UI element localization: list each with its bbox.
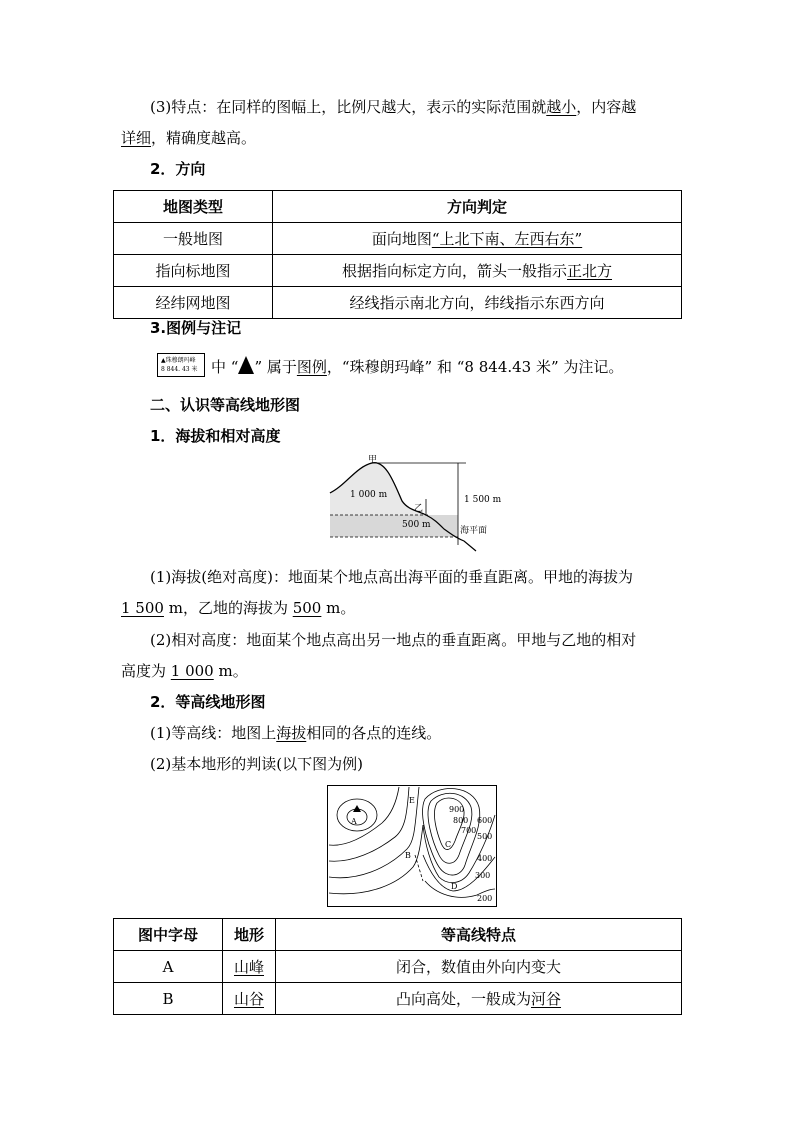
contour-label-200: 200 bbox=[477, 894, 493, 903]
label-1000m: 1 000 m bbox=[350, 490, 388, 500]
header-cell: 等高线特点 bbox=[276, 919, 682, 951]
scale-feature-line2 bbox=[121, 128, 256, 148]
contour-label-900: 900 bbox=[449, 805, 465, 814]
shaded-band bbox=[330, 515, 458, 537]
relative-height-line1: (2)相对高度：地面某个地点高出另一地点的垂直距离。甲地与乙地的相对 bbox=[150, 631, 637, 649]
table-header-row bbox=[114, 191, 682, 223]
altitude-def-line2 bbox=[121, 598, 355, 618]
text: 凸向高处，一般成为 bbox=[395, 990, 531, 1008]
label-500m: 500 m bbox=[402, 520, 431, 530]
label-E: E bbox=[409, 796, 415, 805]
table-header-row bbox=[114, 919, 682, 951]
text: 根据指向标定方向，箭头一般指示 bbox=[341, 262, 567, 280]
contour-label-700: 700 bbox=[461, 826, 477, 835]
text: 相同的各点的连线。 bbox=[306, 724, 442, 742]
cell-type: 一般地图 bbox=[114, 223, 273, 255]
text: m。 bbox=[321, 599, 356, 617]
answer: 正北方 bbox=[567, 262, 613, 280]
table-row bbox=[114, 223, 682, 255]
text: (3)特点：在同样的图幅上，比例尺越大，表示的实际范围就 bbox=[150, 98, 547, 116]
terrain-reading: (2)基本地形的判读(以下图为例) bbox=[150, 755, 363, 773]
cell-terrain bbox=[223, 951, 276, 983]
contour-def bbox=[150, 723, 441, 743]
altitude-diagram bbox=[326, 455, 502, 555]
contour-label-500: 500 bbox=[477, 832, 493, 841]
relative-height-line2 bbox=[121, 661, 248, 681]
answer-detailed: 详细 bbox=[121, 129, 152, 147]
contour-map bbox=[327, 785, 497, 907]
subsection-contour: 2．等高线地形图 bbox=[150, 693, 266, 711]
label-yi: 乙 bbox=[414, 504, 424, 514]
legend-box-line2: 8 844. 43 米 bbox=[161, 366, 198, 373]
header-cell: 地图类型 bbox=[114, 191, 273, 223]
legend-sample-box bbox=[157, 353, 205, 377]
legend-box-line1: ▲珠穆朗玛峰 bbox=[161, 357, 196, 364]
answer-river-valley: 河谷 bbox=[531, 990, 562, 1008]
table-row bbox=[114, 951, 682, 983]
text: (1)等高线：地图上 bbox=[150, 724, 277, 742]
cell-type: 经纬网地图 bbox=[114, 287, 273, 319]
cell-feature: 闭合，数值由外向内变大 bbox=[276, 951, 682, 983]
answer-1500: 1 500 bbox=[121, 599, 164, 617]
text: m，乙地的海拔为 bbox=[163, 599, 293, 617]
answer-terrain: 山峰 bbox=[233, 958, 264, 976]
cell-letter: B bbox=[114, 983, 223, 1015]
cell-letter: A bbox=[114, 951, 223, 983]
text: ” 属于 bbox=[254, 358, 297, 376]
text: m。 bbox=[213, 662, 248, 680]
header-cell: 地形 bbox=[223, 919, 276, 951]
label-jia: 甲 bbox=[368, 455, 378, 465]
mountain-triangle-icon bbox=[238, 356, 254, 374]
answer-1000: 1 000 bbox=[170, 662, 214, 680]
scale-feature-line1 bbox=[150, 97, 636, 117]
direction-heading: 2．方向 bbox=[150, 160, 206, 178]
table-row bbox=[114, 255, 682, 287]
contour-label-400: 400 bbox=[477, 854, 493, 863]
label-D: D bbox=[451, 882, 458, 891]
cell-rule bbox=[273, 255, 682, 287]
label-A: A bbox=[351, 817, 357, 826]
contour-label-600: 600 bbox=[477, 816, 493, 825]
header-cell: 图中字母 bbox=[114, 919, 223, 951]
legend-sentence bbox=[211, 356, 623, 377]
text: ，精确度越高。 bbox=[151, 129, 257, 147]
label-C: C bbox=[445, 840, 452, 849]
table-row bbox=[114, 287, 682, 319]
contour-label-300: 300 bbox=[475, 871, 491, 880]
cell-rule bbox=[273, 223, 682, 255]
answer-500: 500 bbox=[292, 599, 322, 617]
terrain-table bbox=[113, 918, 682, 1015]
text: 中 “ bbox=[211, 358, 239, 376]
answer-altitude: 海拔 bbox=[276, 724, 307, 742]
cell-feature bbox=[276, 983, 682, 1015]
direction-table bbox=[113, 190, 682, 319]
answer-smaller: 越小 bbox=[546, 98, 577, 116]
subsection-altitude: 1．海拔和相对高度 bbox=[150, 427, 281, 445]
label-sea-level: 海平面 bbox=[460, 526, 488, 536]
hill-fill bbox=[330, 463, 426, 515]
cell-rule: 经线指示南北方向，纬线指示东西方向 bbox=[273, 287, 682, 319]
table-row bbox=[114, 983, 682, 1015]
legend-heading: 3.图例与注记 bbox=[150, 319, 242, 337]
answer-legend: 图例 bbox=[296, 358, 327, 376]
header-cell: 方向判定 bbox=[273, 191, 682, 223]
label-B: B bbox=[405, 851, 411, 860]
label-1500m: 1 500 m bbox=[464, 495, 502, 505]
cell-type: 指向标地图 bbox=[114, 255, 273, 287]
text: ，内容越 bbox=[576, 98, 637, 116]
answer: “上北下南、左西右东” bbox=[431, 230, 583, 248]
answer-terrain: 山谷 bbox=[233, 990, 264, 1008]
contour-label-800: 800 bbox=[453, 816, 469, 825]
cell-terrain bbox=[223, 983, 276, 1015]
text: 高度为 bbox=[121, 662, 171, 680]
text: 面向地图 bbox=[371, 230, 432, 248]
text: ，“珠穆朗玛峰” 和 “8 844.43 米” 为注记。 bbox=[326, 358, 624, 376]
altitude-def-line1: (1)海拔(绝对高度)：地面某个地点高出海平面的垂直距离。甲地的海拔为 bbox=[150, 568, 633, 586]
section-heading: 二、认识等高线地形图 bbox=[150, 396, 301, 414]
